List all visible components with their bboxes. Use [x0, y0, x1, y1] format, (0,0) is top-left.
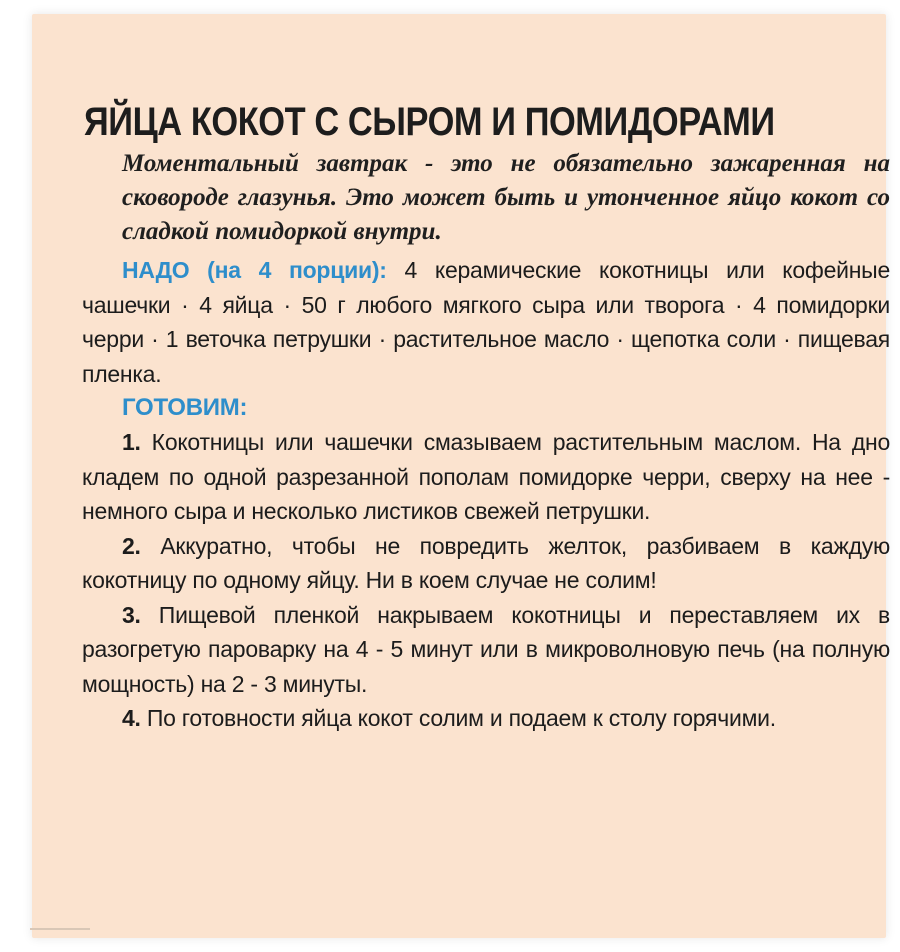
- step-text: Кокотницы или чашечки смазываем растительным маслом. На дно кладем по одной разрезанной пополам помидорке черри, сверху на нее - немного сыра и несколько листиков свежей петрушки.: [82, 429, 890, 524]
- ingredients-list: 4 керамические кокотницы или кофейные чашечки · 4 яйца · 50 г любого мягкого сыра или творога · 4 помидорки черри · 1 веточка петрушки · растительное масло · щепотка соли · пищевая пленка.: [82, 257, 890, 387]
- ingredients-paragraph: [82, 253, 890, 391]
- bottom-divider: [30, 928, 90, 930]
- step-number: 3.: [122, 601, 141, 628]
- step-2: [82, 529, 890, 598]
- step-number: 4.: [122, 705, 141, 731]
- step-number: 2.: [122, 532, 141, 559]
- step-1: [82, 425, 890, 529]
- step-text: По готовности яйца кокот солим и подаем к столу горячими.: [140, 705, 776, 731]
- step-4: [82, 701, 890, 736]
- recipe-intro: Моментальный завтрак - это не обязательно зажаренная на сковороде глазунья. Это может быть и утонченное яйцо кокот со сладкой помидоркой внутри.: [122, 150, 890, 245]
- step-text: Пищевой пленкой накрываем кокотницы и переставляем их в разогретую пароварку на 4 - 5 минут или в микроволновую печь (на полную мощность) на 2 - 3 минуты.: [82, 601, 890, 697]
- recipe-card: [32, 14, 890, 938]
- recipe-content: [82, 99, 890, 736]
- method-label: ГОТОВИМ:: [122, 394, 248, 421]
- ingredients-label: НАДО (на 4 порции):: [122, 257, 387, 283]
- step-number: 1.: [122, 429, 141, 455]
- step-3: [82, 598, 890, 702]
- method-section: [82, 391, 890, 736]
- recipe-title: ЯЙЦА КОКОТ С СЫРОМ И ПОМИДОРАМИ: [84, 100, 775, 144]
- step-text: Аккуратно, чтобы не повредить желток, разбиваем в каждую кокотницу по одному яйцу. Ни в коем случае не солим!: [82, 532, 890, 593]
